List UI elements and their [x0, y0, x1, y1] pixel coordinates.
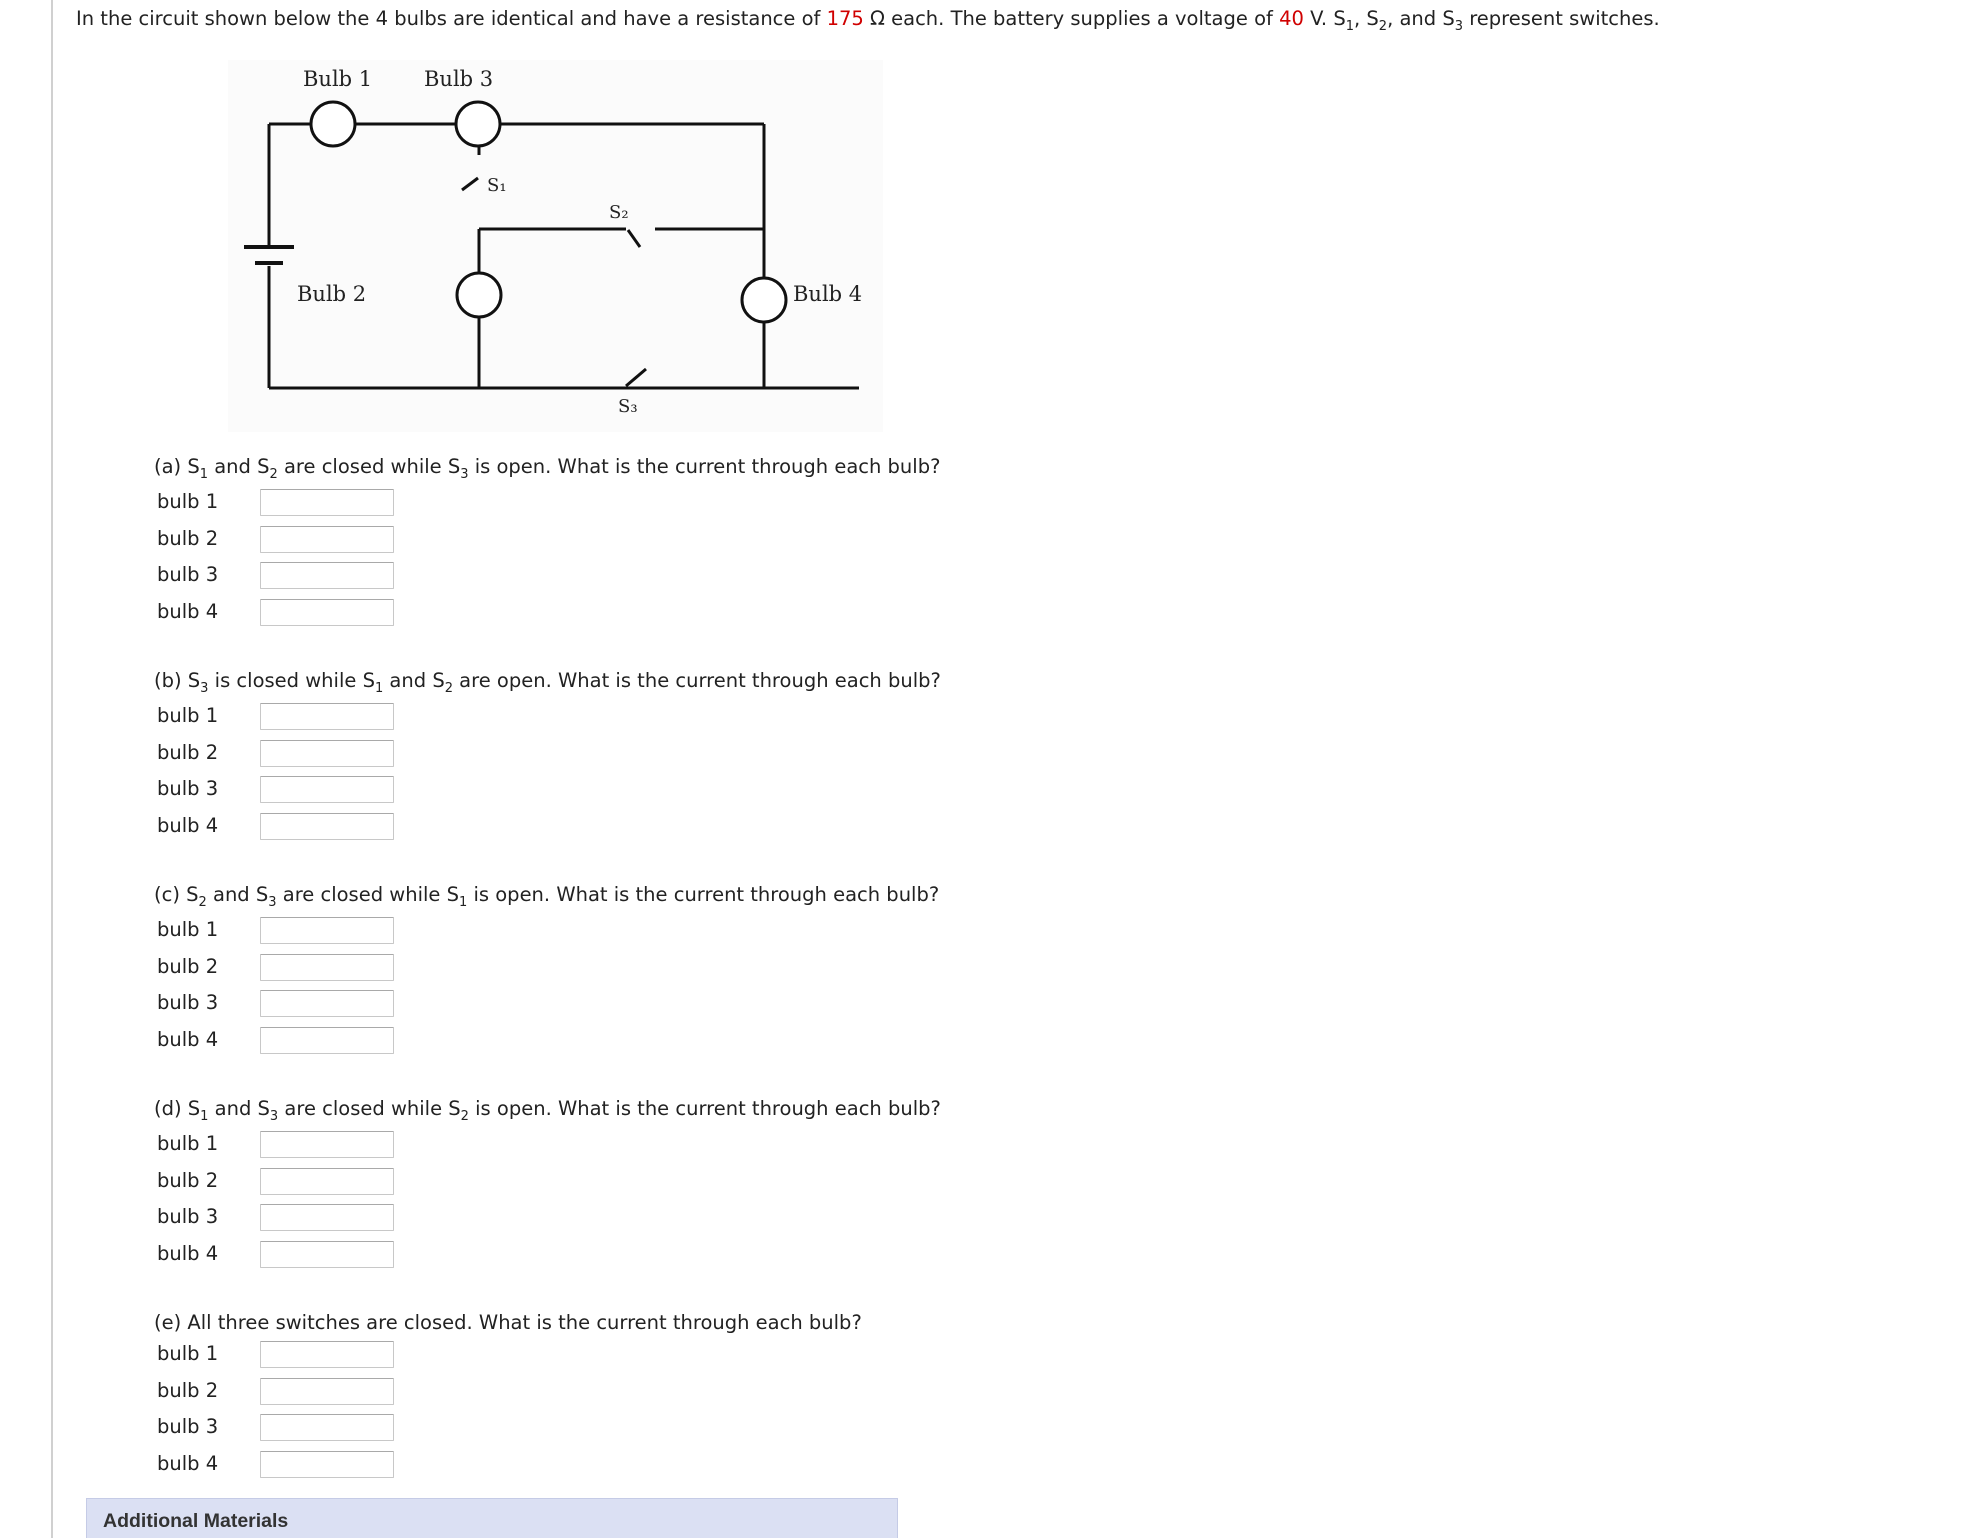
- answer-e-bulb-4-input[interactable]: [260, 1451, 394, 1478]
- question-text: is open. What is the current through each bulb?: [468, 1097, 941, 1120]
- answer-row: [154, 951, 939, 988]
- answer-a-bulb-1-input[interactable]: [260, 489, 394, 516]
- circuit-svg: [228, 60, 883, 432]
- subscript: 3: [460, 467, 469, 482]
- intro-text: In the circuit shown below the 4 bulbs are identical and have a resistance of: [76, 7, 827, 30]
- part-d: [154, 1094, 941, 1274]
- answer-d-bulb-2-input[interactable]: [260, 1168, 394, 1195]
- question-b: [154, 666, 941, 700]
- additional-materials-header[interactable]: [86, 1498, 898, 1538]
- voltage-value: 40: [1279, 7, 1304, 30]
- bulb-label: bulb 3: [157, 1415, 219, 1438]
- subscript: 1: [459, 895, 468, 910]
- bulb-label: bulb 1: [157, 1342, 219, 1365]
- bulb-label: bulb 1: [157, 704, 219, 727]
- answer-row: [154, 1201, 941, 1238]
- subscript: 2: [269, 467, 278, 482]
- bulb-4-label: Bulb 4: [793, 282, 863, 306]
- question-text: and S: [383, 669, 445, 692]
- answer-a-bulb-4-input[interactable]: [260, 599, 394, 626]
- intro-text: , S: [1354, 7, 1379, 30]
- question-text: and S: [206, 883, 269, 906]
- subscript: 3: [200, 681, 209, 696]
- bulb-2-label: Bulb 2: [297, 282, 367, 306]
- subscript: 1: [200, 1109, 209, 1124]
- question-e: [154, 1308, 862, 1338]
- s2-switch-blade: [628, 230, 640, 247]
- intro-text: , and S: [1387, 7, 1455, 30]
- circuit-diagram: [228, 60, 883, 432]
- bulb-2-icon: [457, 273, 501, 317]
- bulb-label: bulb 2: [157, 1378, 219, 1402]
- bulb-label: bulb 1: [157, 1132, 219, 1155]
- answer-d-bulb-1-input[interactable]: [260, 1131, 394, 1158]
- bulb-label: bulb 4: [157, 1027, 219, 1051]
- s2-label: S₂: [609, 202, 629, 223]
- intro-text: Ω each. The battery supplies a voltage of: [863, 7, 1280, 30]
- question-text: are closed while S: [277, 455, 461, 478]
- subscript: 3: [269, 1109, 279, 1124]
- left-rule: [51, 0, 53, 1538]
- bulb-label: bulb 4: [157, 813, 219, 837]
- answer-row: [154, 559, 940, 596]
- part-e: [154, 1308, 862, 1484]
- answer-d-bulb-3-input[interactable]: [260, 1204, 394, 1231]
- answer-row: [154, 1238, 941, 1275]
- answer-row: [154, 1165, 941, 1202]
- part-b: [154, 666, 941, 846]
- answer-a-bulb-2-input[interactable]: [260, 526, 394, 553]
- question-text: and S: [208, 1097, 270, 1120]
- answer-c-bulb-2-input[interactable]: [260, 954, 394, 981]
- subscript: 2: [198, 895, 207, 910]
- answer-c-bulb-4-input[interactable]: [260, 1027, 394, 1054]
- question-text: are closed while S: [276, 883, 459, 906]
- answer-row: [154, 1411, 862, 1448]
- intro-text: V. S: [1303, 7, 1346, 30]
- bulb-label: bulb 3: [157, 1205, 219, 1228]
- answer-b-bulb-4-input[interactable]: [260, 813, 394, 840]
- answer-c-bulb-1-input[interactable]: [260, 917, 394, 944]
- bulb-label: bulb 2: [157, 526, 219, 550]
- answer-row: [154, 700, 941, 737]
- s1-label: S₁: [487, 175, 507, 196]
- answer-e-bulb-1-input[interactable]: [260, 1341, 394, 1368]
- question-text: is closed while S: [208, 669, 375, 692]
- answer-row: [154, 486, 940, 523]
- answer-row: [154, 523, 940, 560]
- bulb-3-icon: [456, 102, 500, 146]
- subscript: 1: [199, 467, 209, 482]
- question-d: [154, 1094, 941, 1128]
- bulb-4-icon: [742, 278, 786, 322]
- bulb-label: bulb 4: [157, 1451, 219, 1475]
- question-text: (c) S: [154, 883, 199, 906]
- subscript: 3: [268, 895, 277, 910]
- subscript: 1: [374, 681, 384, 696]
- answer-row: [154, 1338, 862, 1375]
- answer-row: [154, 773, 941, 810]
- subscript: 1: [1345, 19, 1354, 34]
- question-text: (b) S: [154, 669, 201, 692]
- answer-row: [154, 596, 940, 633]
- question-text: are closed while S: [278, 1097, 461, 1120]
- bulb-label: bulb 1: [157, 490, 219, 513]
- answer-a-bulb-3-input[interactable]: [260, 562, 394, 589]
- answer-row: [154, 1375, 862, 1412]
- bulb-label: bulb 3: [157, 777, 219, 800]
- subscript: 2: [1378, 19, 1388, 34]
- bulb-1-label: Bulb 1: [303, 67, 373, 91]
- resistance-value: 175: [826, 7, 864, 30]
- part-c: [154, 880, 939, 1060]
- answer-b-bulb-3-input[interactable]: [260, 776, 394, 803]
- bulb-label: bulb 2: [157, 1168, 219, 1192]
- answer-row: [154, 1128, 941, 1165]
- part-a: [154, 452, 940, 632]
- answer-e-bulb-2-input[interactable]: [260, 1378, 394, 1405]
- subscript: 2: [444, 681, 453, 696]
- answer-c-bulb-3-input[interactable]: [260, 990, 394, 1017]
- bulb-label: bulb 3: [157, 991, 219, 1014]
- question-text: (a) S: [154, 455, 200, 478]
- question-text: is open. What is the current through each bulb?: [467, 883, 940, 906]
- question-text: and S: [208, 455, 270, 478]
- answer-row: [154, 737, 941, 774]
- question-text: (d) S: [154, 1097, 201, 1120]
- question-text: are open. What is the current through each bulb?: [452, 669, 941, 692]
- question-a: [154, 452, 940, 486]
- answer-d-bulb-4-input[interactable]: [260, 1241, 394, 1268]
- answer-row: [154, 1448, 862, 1485]
- s3-switch-blade: [626, 369, 646, 386]
- bulb-label: bulb 4: [157, 599, 219, 623]
- answer-b-bulb-1-input[interactable]: [260, 703, 394, 730]
- answer-row: [154, 987, 939, 1024]
- answer-row: [154, 810, 941, 847]
- subscript: 3: [1454, 19, 1464, 34]
- question-text: (e) All three switches are closed. What is the current through each bulb?: [154, 1311, 862, 1334]
- bulb-label: bulb 2: [157, 954, 219, 978]
- answer-row: [154, 1024, 939, 1061]
- answer-b-bulb-2-input[interactable]: [260, 740, 394, 767]
- bulb-label: bulb 3: [157, 563, 219, 586]
- question-text: is open. What is the current through each bulb?: [468, 455, 941, 478]
- bulb-label: bulb 2: [157, 740, 219, 764]
- answer-row: [154, 914, 939, 951]
- additional-materials-label: Additional Materials: [103, 1510, 289, 1532]
- subscript: 2: [460, 1109, 469, 1124]
- bulb-label: bulb 4: [157, 1241, 219, 1265]
- intro-text: represent switches.: [1463, 7, 1660, 30]
- question-c: [154, 880, 939, 914]
- problem-statement: [76, 4, 1660, 34]
- bulb-1-icon: [311, 102, 355, 146]
- bulb-3-label: Bulb 3: [424, 67, 494, 91]
- answer-e-bulb-3-input[interactable]: [260, 1414, 394, 1441]
- bulb-label: bulb 1: [157, 918, 219, 941]
- s1-switch-blade: [462, 178, 478, 190]
- s3-label: S₃: [618, 396, 638, 417]
